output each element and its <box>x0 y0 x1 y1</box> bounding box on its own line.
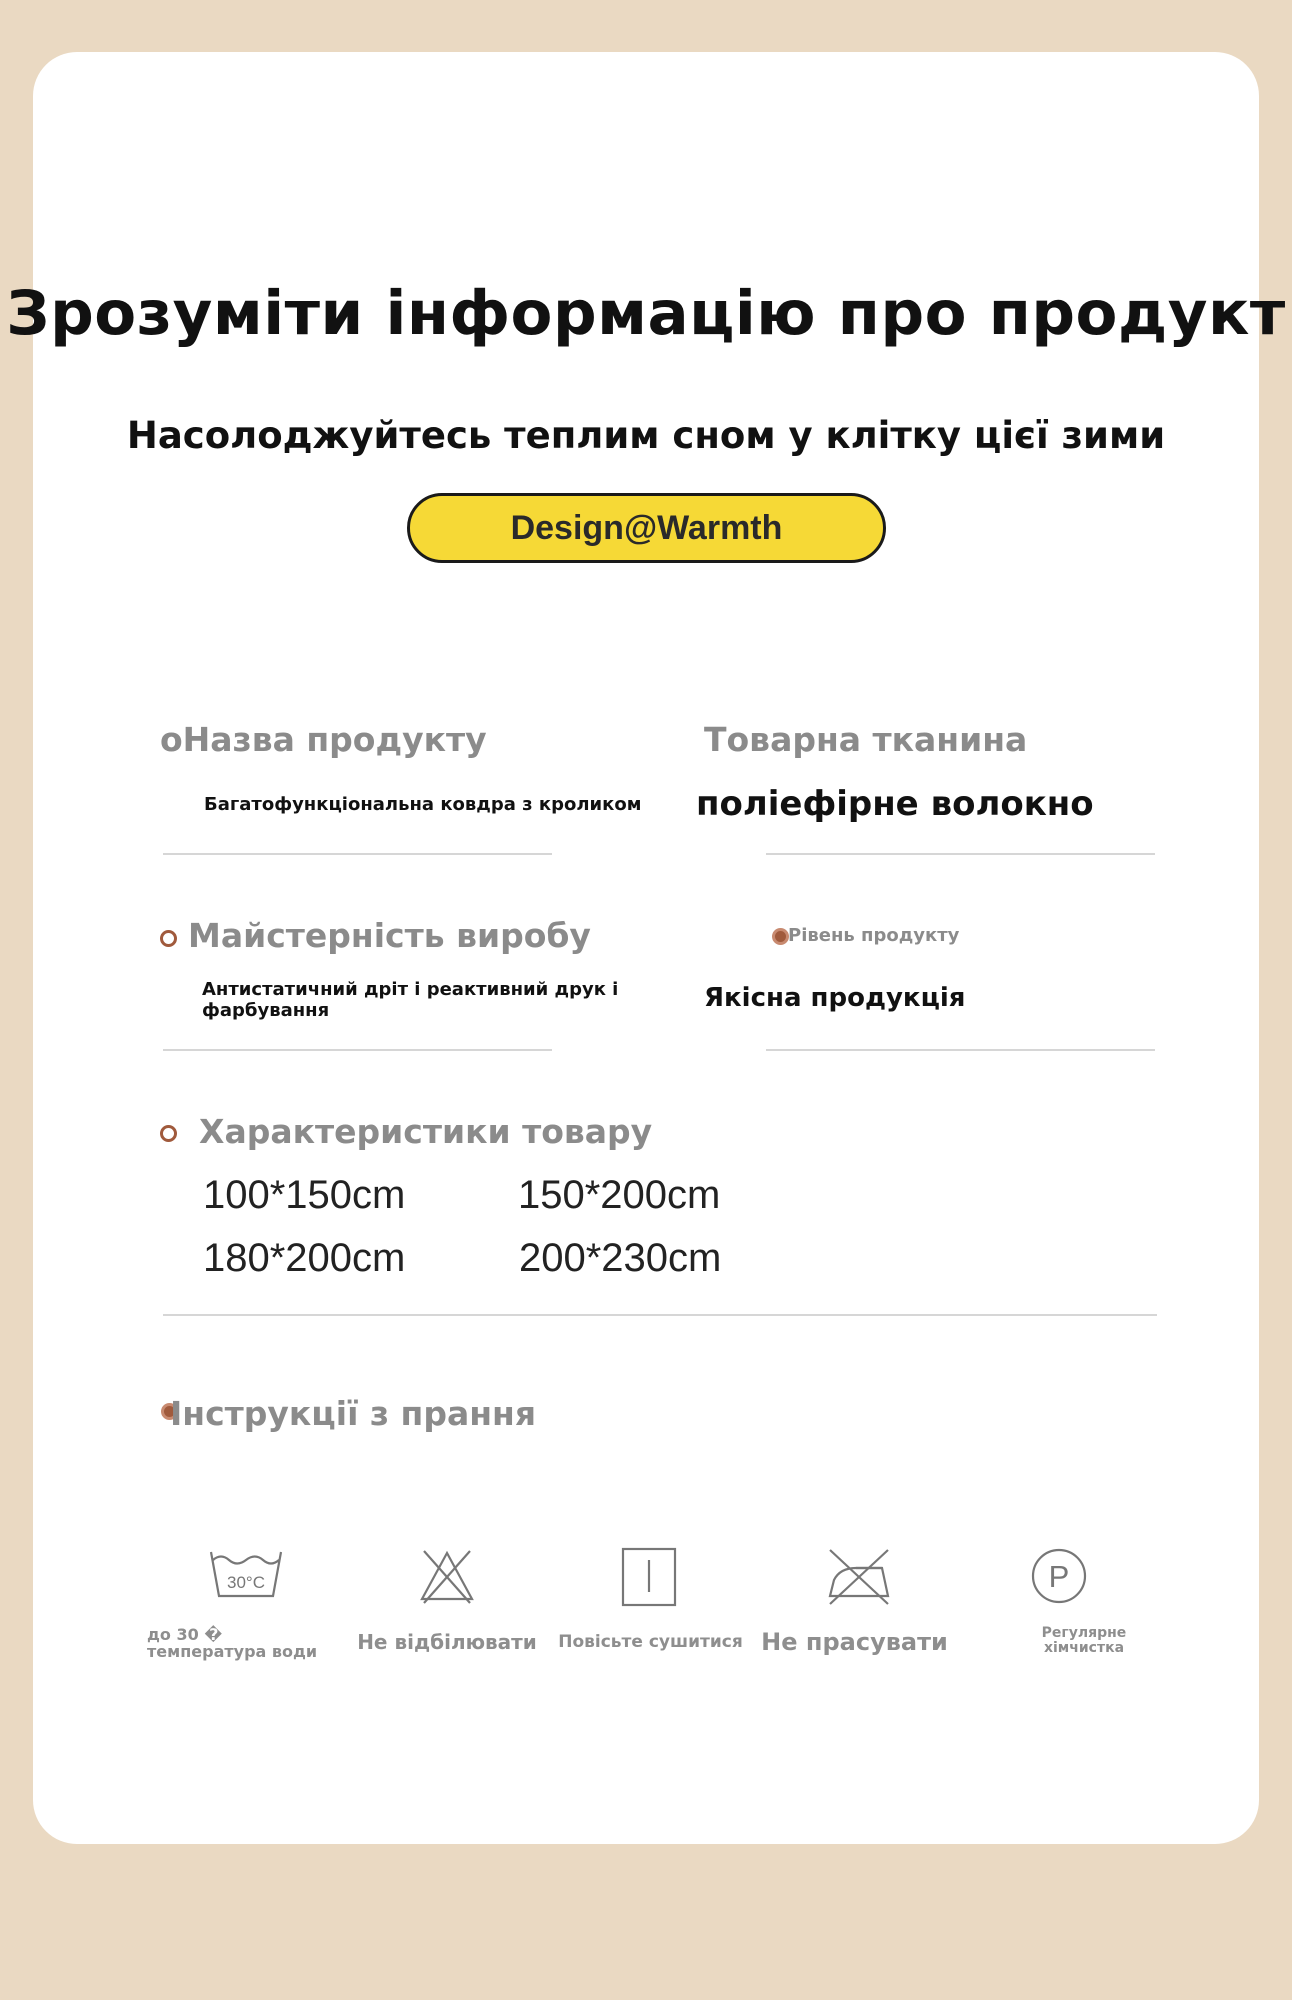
divider <box>163 1049 552 1051</box>
design-badge: Design@Warmth <box>407 493 886 563</box>
specs-heading: Характеристики товару <box>199 1112 653 1151</box>
size-option: 180*200cm <box>203 1236 406 1280</box>
no-iron-icon <box>826 1546 892 1606</box>
divider <box>766 853 1155 855</box>
hang-dry-icon <box>620 1546 678 1608</box>
dry-clean-symbol: P <box>1048 1559 1070 1594</box>
page-title: Зрозуміти інформацію про продукт <box>6 278 1286 349</box>
craft-heading: Майстерність виробу <box>188 916 591 955</box>
fabric-value: поліефірне волокно <box>696 784 1094 824</box>
divider <box>163 853 552 855</box>
no-iron-label: Не прасувати <box>761 1628 948 1656</box>
dry-clean-p-icon <box>1030 1547 1088 1605</box>
hang-dry-label: Повісьте сушитися <box>558 1632 743 1652</box>
divider <box>163 1314 1157 1316</box>
no-bleach-label: Не відбілювати <box>357 1630 537 1654</box>
craft-value: Антистатичний дріт і реактивний друк і фарбування <box>202 979 619 1021</box>
size-option: 150*200cm <box>518 1173 721 1217</box>
page-subtitle: Насолоджуйтесь теплим сном у клітку цієї зими <box>126 414 1166 457</box>
dry-clean-label: Регулярне хімчистка <box>1041 1625 1127 1656</box>
product-name-heading: оНазва продукту <box>160 720 487 759</box>
fabric-heading: Товарна тканина <box>704 720 1028 759</box>
no-bleach-icon <box>418 1547 476 1605</box>
bullet-icon <box>160 1125 177 1142</box>
grade-value: Якісна продукція <box>704 983 966 1013</box>
wash-temp-text: 30°C <box>227 1573 265 1592</box>
bullet-icon <box>772 928 789 945</box>
grade-heading: Рівень продукту <box>788 925 960 946</box>
washing-heading: Інструкції з прання <box>170 1394 537 1433</box>
wash-label: до 30 � температура води <box>147 1625 318 1661</box>
size-option: 200*230cm <box>519 1236 722 1280</box>
wash-30-icon <box>208 1546 284 1600</box>
size-option: 100*150cm <box>203 1173 406 1217</box>
divider <box>766 1049 1155 1051</box>
bullet-icon <box>160 930 177 947</box>
product-name-value: Багатофункціональна ковдра з кроликом <box>204 794 642 815</box>
